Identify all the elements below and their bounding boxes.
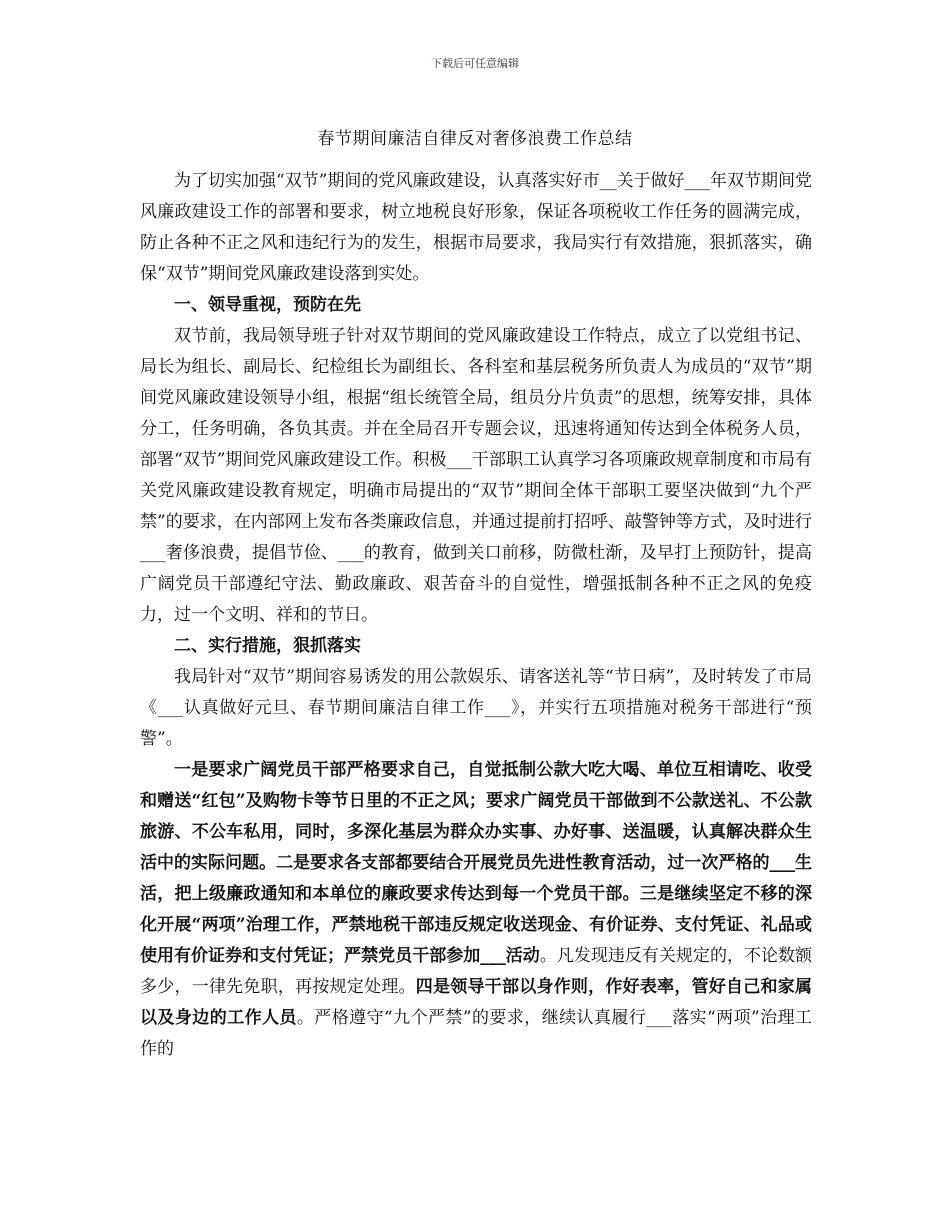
header-note: 下载后可任意编辑	[431, 57, 519, 70]
document-title: 春节期间廉洁自律反对奢侈浪费工作总结	[317, 129, 633, 149]
bold-text-run: 一是要求广阔党员干部严格要求自己，自觉抵制公款大吃大喝、单位互相请吃、收受和赠送“红包”及购物卡等节日里的不正之风；要求广阔党员干部做到不公款送礼、不公款旅游、不公车私用，同时，多深化基层为群众办实事、办好事、送温暖，认真解决群众生活中的实际问题。二是要求各支部都要结合开展党员先进性教育活动，过一次严格的___生活，把上级廉政通知和本单位的廉政要求传达到每一个党员干部。三是继续坚定不移的深化开展“两项”治理工作，严禁地税干部违反规定收送现金、有价证券、支付凭证、礼品或使用有价证券和支付凭证；严禁党员干部参加___活动	[140, 760, 812, 966]
document-body	[140, 166, 812, 1065]
text-run: 我局针对“双节”期间容易诱发的用公款娱乐、请客送礼等“节日病”，及时转发了市局《___认真做好元旦、春节期间廉洁自律工作___》，并实行五项措施对税务干部进行“预警”。	[140, 667, 812, 749]
text-run: 。严格遵守“九个严禁”的要求，继续认真履行___落实“两项”治理工作的	[140, 1008, 813, 1059]
bold-text-run: 二、实行措施，狠抓落实	[174, 636, 361, 656]
body-paragraph	[140, 662, 812, 755]
section-heading	[140, 290, 812, 321]
text-run: 为了切实加强“双节”期间的党风廉政建设，认真落实好市__关于做好___年双节期间党风廉政建设工作的部署和要求，树立地税良好形象，保证各项税收工作任务的圆满完成，防止各种不正之风和违纪行为的发生，根据市局要求，我局实行有效措施，狠抓落实，确保“双节”期间党风廉政建设落到实处。	[140, 171, 812, 284]
body-paragraph	[140, 755, 812, 1065]
body-paragraph	[140, 321, 812, 631]
text-run: 。凡发现违反有关规定的，不论数额多少，一律先免职，再按规定处理。	[140, 946, 813, 997]
bold-text-run: 四是领导干部以身作则，作好表率，管好自己和家属以及身边的工作人员	[140, 977, 813, 1028]
bold-text-run: 一、领导重视，预防在先	[174, 295, 361, 315]
section-heading	[140, 631, 812, 662]
text-run: 双节前，我局领导班子针对双节期间的党风廉政建设工作特点，成立了以党组书记、局长为组长、副局长、纪检组长为副组长、各科室和基层税务所负责人为成员的“双节”期间党风廉政建设领导小组，根据“组长统管全局，组员分片负责”的思想，统筹安排，具体分工，任务明确，各负其责。并在全局召开专题会议，迅速将通知传达到全体税务人员，部署“双节”期间党风廉政建设工作。积极___干部职工认真学习各项廉政规章制度和市局有关党风廉政建设教育规定，明确市局提出的“双节”期间全体干部职工要坚决做到“九个严禁”的要求，在内部网上发布各类廉政信息，并通过提前打招呼、敲警钟等方式，及时进行___奢侈浪费，提倡节俭、___的教育，做到关口前移，防微杜渐，及早打上预防针，提高广阔党员干部遵纪守法、勤政廉政、艰苦奋斗的自觉性，增强抵制各种不正之风的免疫力，过一个文明、祥和的节日。	[140, 326, 812, 625]
body-paragraph	[140, 166, 812, 290]
